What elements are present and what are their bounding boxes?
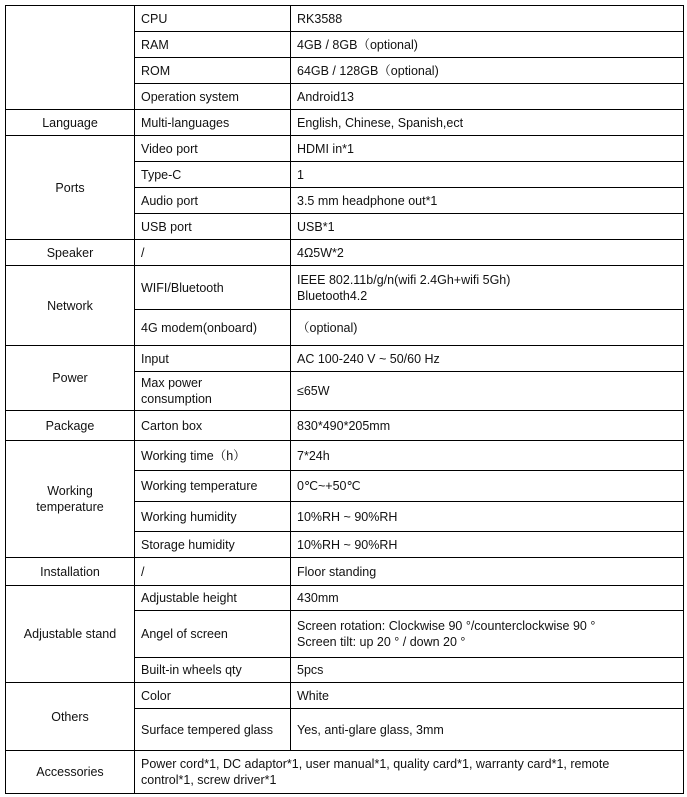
- item-multi-languages: Multi-languages: [135, 110, 291, 136]
- category-others: Others: [6, 683, 135, 751]
- value-video-port: HDMI in*1: [291, 136, 684, 162]
- value-accessories-line1: Power cord*1, DC adaptor*1, user manual*1, quality card*1, warranty card*1, remote: [141, 757, 610, 771]
- value-working-time: 7*24h: [291, 441, 684, 471]
- item-usb-port: USB port: [135, 214, 291, 240]
- item-audio-port: Audio port: [135, 188, 291, 214]
- item-working-time: Working time（h）: [135, 441, 291, 471]
- value-cpu: RK3588: [291, 6, 684, 32]
- table-row: [6, 558, 684, 586]
- value-wifi-bluetooth: [291, 266, 684, 310]
- value-input: AC 100-240 V ~ 50/60 Hz: [291, 346, 684, 372]
- table-row: [6, 751, 684, 794]
- item-built-in-wheels: Built-in wheels qty: [135, 658, 291, 683]
- item-working-humidity: Working humidity: [135, 502, 291, 532]
- category-cell-empty: [6, 6, 135, 110]
- table-row: [6, 266, 684, 310]
- item-speaker: /: [135, 240, 291, 266]
- item-input: Input: [135, 346, 291, 372]
- category-working-line1: Working: [47, 484, 93, 498]
- value-screen-tilt: Screen tilt: up 20 ° / down 20 °: [297, 635, 466, 649]
- category-accessories: Accessories: [6, 751, 135, 794]
- value-bluetooth-line: Bluetooth4.2: [297, 288, 368, 303]
- value-type-c: 1: [291, 162, 684, 188]
- item-rom: ROM: [135, 58, 291, 84]
- table-row: [6, 586, 684, 611]
- value-screen-rotation: Screen rotation: Clockwise 90 °/counterclockwise 90 °: [297, 619, 596, 633]
- category-ports: Ports: [6, 136, 135, 240]
- spec-table: [5, 5, 684, 794]
- item-surface-glass: Surface tempered glass: [135, 709, 291, 751]
- value-angel-of-screen: [291, 611, 684, 658]
- category-working-line2: temperature: [36, 500, 104, 514]
- value-languages: English, Chinese, Spanish,ect: [291, 110, 684, 136]
- item-os: Operation system: [135, 84, 291, 110]
- item-wifi-bluetooth: WIFI/Bluetooth: [135, 266, 291, 310]
- value-adjustable-height: 430mm: [291, 586, 684, 611]
- item-carton-box: Carton box: [135, 411, 291, 441]
- category-working-temperature: [6, 441, 135, 558]
- table-row: [6, 441, 684, 471]
- value-wifi-line: IEEE 802.11b/g/n(wifi 2.4Gh+wifi 5Gh): [297, 272, 511, 287]
- item-angel-of-screen: Angel of screen: [135, 611, 291, 658]
- item-installation: /: [135, 558, 291, 586]
- table-row: [6, 110, 684, 136]
- value-storage-humidity: 10%RH ~ 90%RH: [291, 532, 684, 558]
- value-surface-glass: Yes, anti-glare glass, 3mm: [291, 709, 684, 751]
- table-row: [6, 411, 684, 441]
- item-video-port: Video port: [135, 136, 291, 162]
- value-working-temperature: 0℃~+50℃: [291, 471, 684, 502]
- item-ram: RAM: [135, 32, 291, 58]
- value-os: Android13: [291, 84, 684, 110]
- value-color: White: [291, 683, 684, 709]
- item-max-power: [135, 372, 291, 411]
- table-row: [6, 346, 684, 372]
- value-4g-modem: （optional): [291, 310, 684, 346]
- value-built-in-wheels: 5pcs: [291, 658, 684, 683]
- value-usb-port: USB*1: [291, 214, 684, 240]
- category-package: Package: [6, 411, 135, 441]
- table-row: [6, 6, 684, 32]
- table-row: [6, 240, 684, 266]
- value-max-power: ≤65W: [291, 372, 684, 411]
- item-working-temperature: Working temperature: [135, 471, 291, 502]
- value-ram: 4GB / 8GB（optional): [291, 32, 684, 58]
- item-storage-humidity: Storage humidity: [135, 532, 291, 558]
- value-rom: 64GB / 128GB（optional): [291, 58, 684, 84]
- value-installation: Floor standing: [291, 558, 684, 586]
- item-4g-modem: 4G modem(onboard): [135, 310, 291, 346]
- table-row: [6, 683, 684, 709]
- value-carton-box: 830*490*205mm: [291, 411, 684, 441]
- category-language: Language: [6, 110, 135, 136]
- category-speaker: Speaker: [6, 240, 135, 266]
- value-speaker: 4Ω5W*2: [291, 240, 684, 266]
- category-adjustable-stand: Adjustable stand: [6, 586, 135, 683]
- value-accessories-line2: control*1, screw driver*1: [141, 773, 277, 787]
- item-cpu: CPU: [135, 6, 291, 32]
- value-audio-port: 3.5 mm headphone out*1: [291, 188, 684, 214]
- value-working-humidity: 10%RH ~ 90%RH: [291, 502, 684, 532]
- category-installation: Installation: [6, 558, 135, 586]
- table-row: [6, 136, 684, 162]
- category-power: Power: [6, 346, 135, 411]
- item-max-power-line1: Max power: [141, 376, 203, 390]
- item-adjustable-height: Adjustable height: [135, 586, 291, 611]
- category-network: Network: [6, 266, 135, 346]
- value-accessories: [135, 751, 684, 794]
- item-max-power-line2: consumption: [141, 392, 212, 406]
- item-color: Color: [135, 683, 291, 709]
- item-type-c: Type-C: [135, 162, 291, 188]
